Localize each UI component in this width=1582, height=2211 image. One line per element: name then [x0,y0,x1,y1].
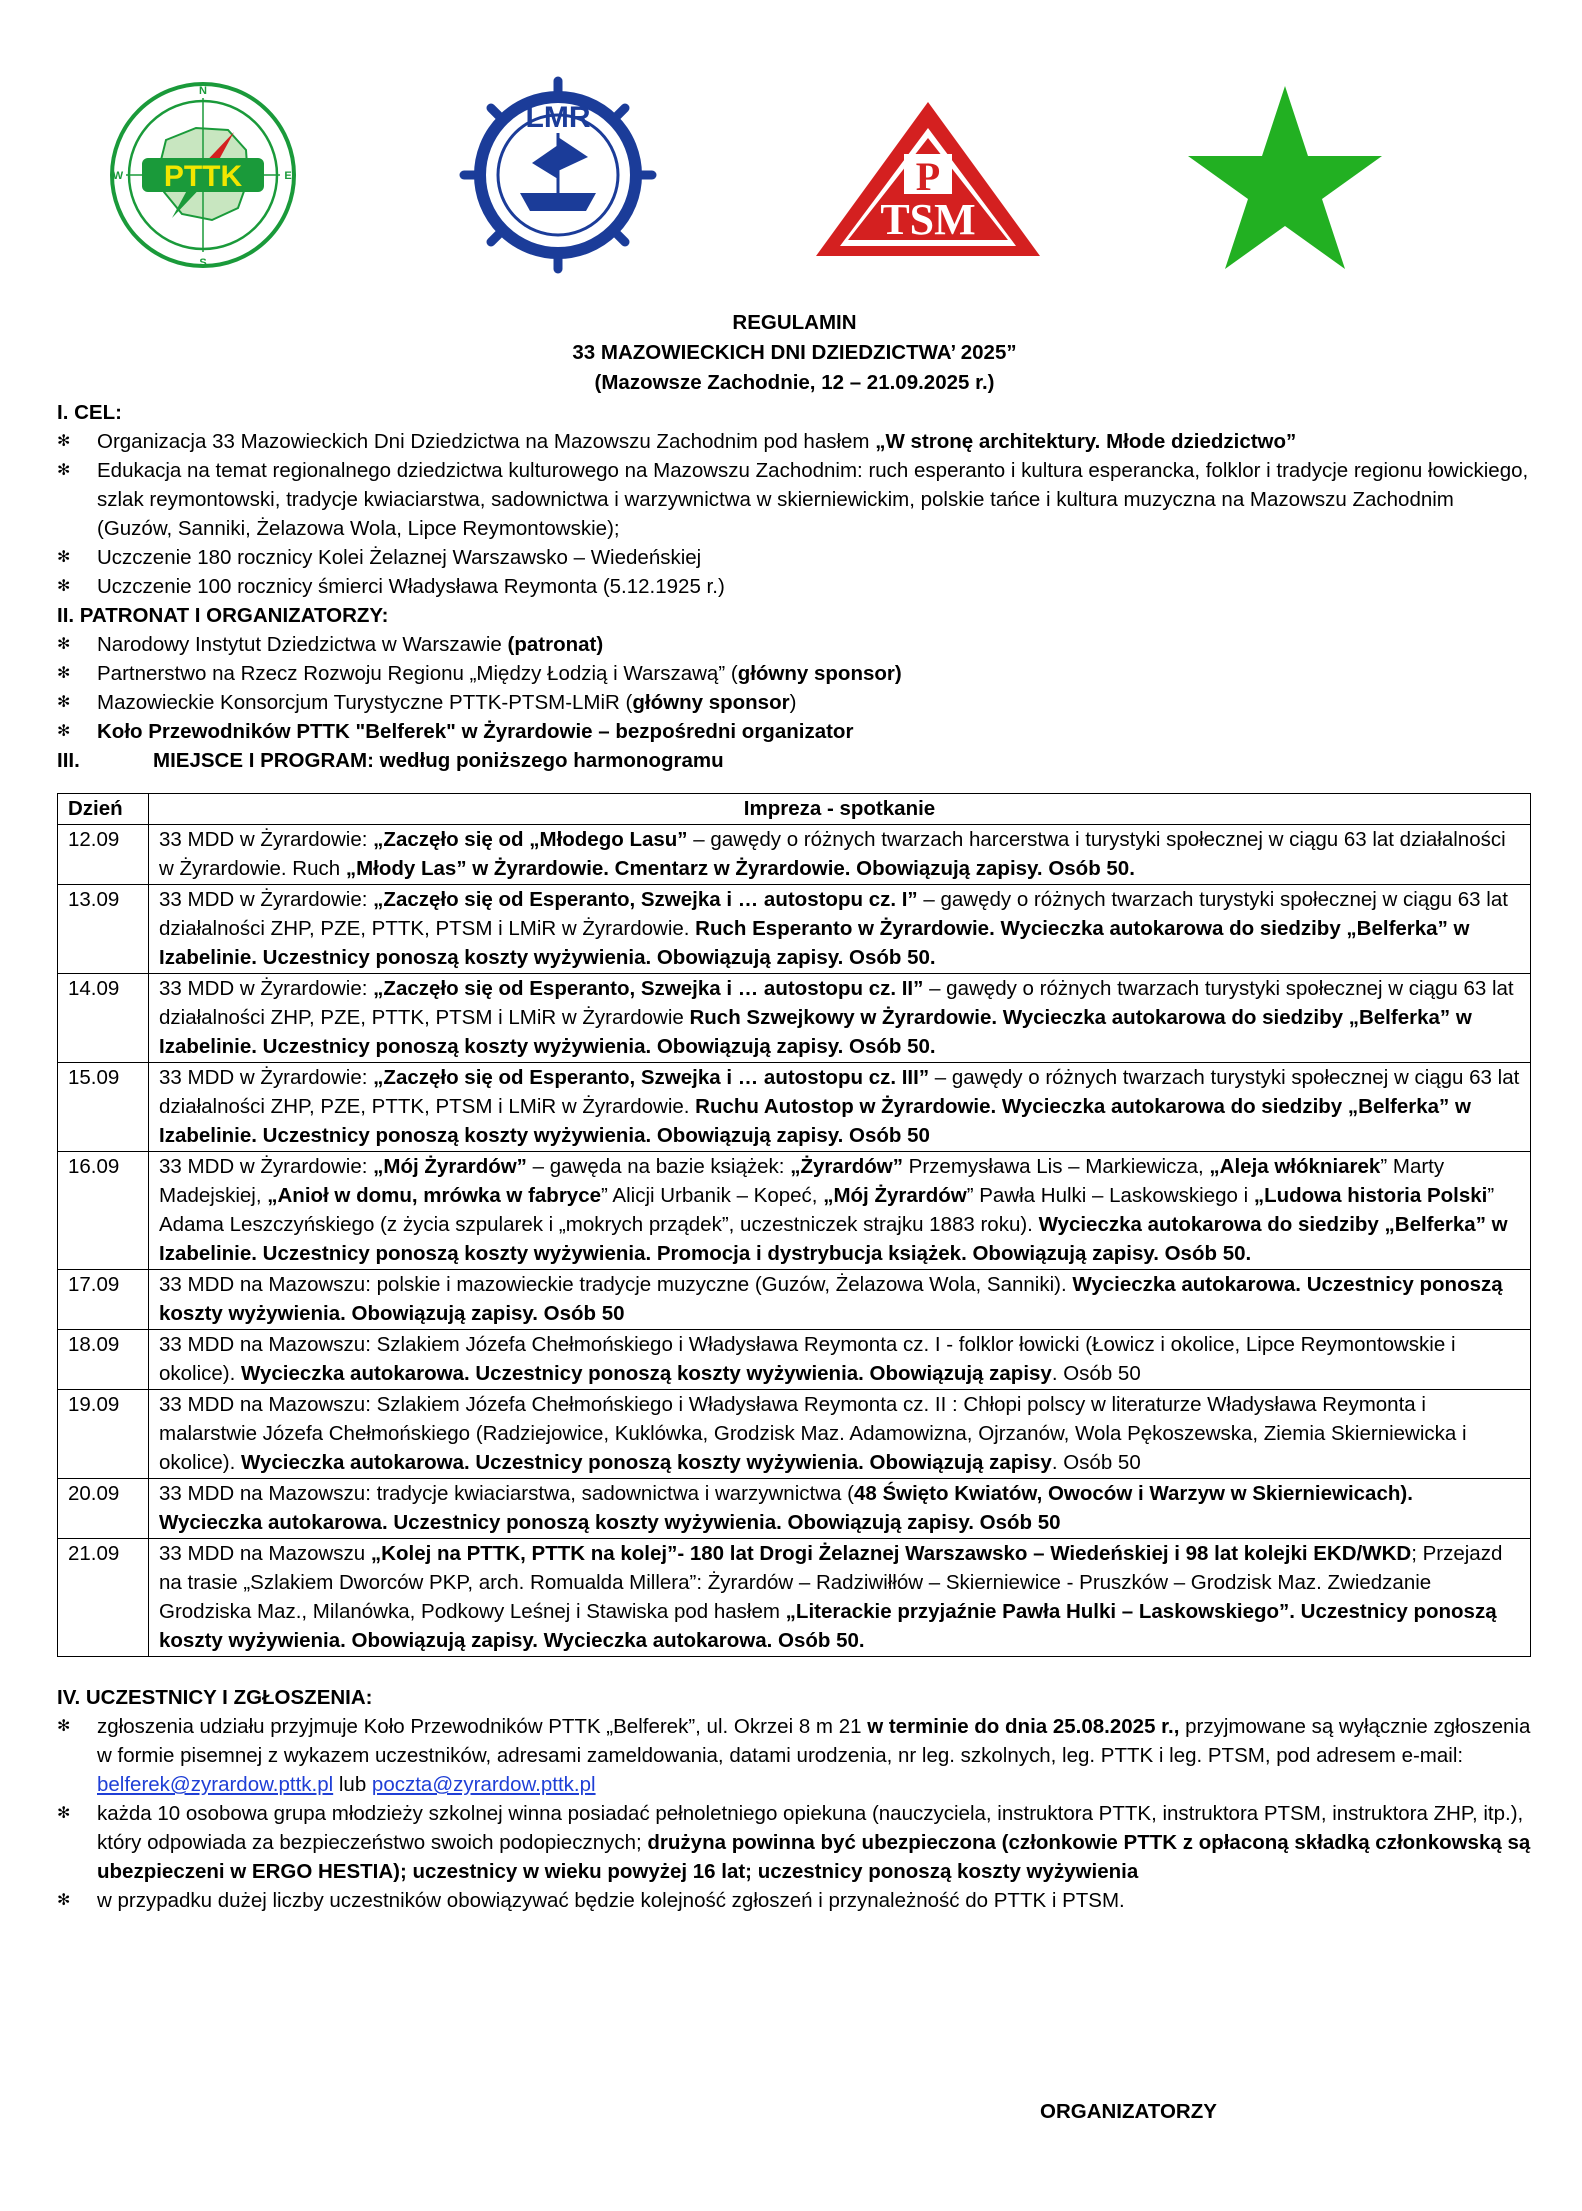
cell-text: . Osób 50 [1051,1362,1141,1385]
table-row [58,825,1531,885]
list-item [57,688,1532,717]
section-2-list [57,630,1532,746]
pttk-logo [108,80,298,270]
item-text: zgłoszenia udziału przyjmuje Koło Przewodników PTTK „Belferek”, ul. Okrzei 8 m 21 [97,1715,868,1738]
table-row [58,885,1531,974]
cell-text: ” Pawła Hulki – Laskowskiego i [966,1184,1254,1207]
compass-n: N [199,85,207,97]
item-text: Uczczenie 100 rocznicy śmierci Władysława Reymonta (5.12.1925 r.) [97,575,725,598]
item-bold: główny sponsor [632,691,790,714]
cell-text: 33 MDD na Mazowszu: tradycje kwiaciarstwa, sadownictwa i warzywnictwa ( [159,1482,854,1505]
cell-bold: „Żyrardów” [790,1155,903,1178]
bullet-icon: ✻ [57,549,71,566]
item-text: Narodowy Instytut Dziedzictwa w Warszawie [97,633,508,656]
cell-text: 33 MDD na Mazowszu: Szlakiem Józefa Chełmońskiego i Władysława Reymonta cz. I - folklor łowicki (Łowicz i okolice, Lipce Reymontowskie i okolice). [159,1333,1456,1385]
email-link-poczta[interactable]: poczta@zyrardow.pttk.pl [371,1773,596,1796]
item-bold: drużyna powinna być ubezpieczona (członkowie PTTK z opłaconą składką członkowską są ubezpieczeni w ERGO HESTIA); uczestnicy w wieku powyżej 16 lat; uczestnicy ponoszą koszty wyżywienia [97,1831,1531,1883]
day-cell: 21.09 [58,1539,149,1657]
day-cell: 17.09 [58,1270,149,1330]
day-cell: 15.09 [58,1063,149,1152]
document-body [57,308,1532,1915]
item-bold: główny sponsor) [737,662,902,685]
section-4-list [57,1712,1532,1915]
cell-bold: Ruch Esperanto w Żyrardowie. Wycieczka autokarowa do siedziby „Belferka” w Izabelinie. Uczestnicy ponoszą koszty wyżywienia. Obowiązują zapisy. Osób 50. [159,917,1470,969]
list-item [57,572,1532,601]
list-item [57,456,1532,543]
section-2-heading: II. PATRONAT I ORGANIZATORZY: [57,604,389,627]
section-3-heading [57,746,1532,775]
cell-bold: „Kolej na PTTK, PTTK na kolej”- 180 lat Drogi Żelaznej Warszawsko – Wiedeńskiej i 98 lat kolejki EKD/WKD [370,1542,1412,1565]
event-cell [149,1539,1531,1657]
cell-text: 33 MDD w Żyrardowie: [159,888,374,911]
title-line-1: REGULAMIN [732,311,857,334]
day-cell: 18.09 [58,1330,149,1390]
day-cell: 19.09 [58,1390,149,1479]
document-title [57,308,1532,398]
compass-e: E [284,170,292,182]
event-cell [149,1390,1531,1479]
item-text: Edukacja na temat regionalnego dziedzictwa kulturowego na Mazowszu Zachodnim: ruch esperanto i kultura esperancka, folklor i tradycje regionu łowickiego, szlak reymontowski, tradycje kwiaciarstwa, sadownictwa i warzywnictwa w skierniewickim, polskie tańce i kultura muzyczna na Mazowszu Zachodnim (Guzów, Sanniki, Żelazowa Wola, Lipce Reymontowskie); [97,459,1529,540]
cell-text: Przemysława Lis – Markiewicza, [902,1155,1210,1178]
schedule-table [57,793,1531,1657]
compass-s: S [199,257,207,269]
item-text: ) [789,691,797,714]
table-row [58,1539,1531,1657]
cell-text: ” Marty Madejskiej, [159,1155,1445,1207]
event-cell [149,1270,1531,1330]
section-3-title: MIEJSCE I PROGRAM: według poniższego harmonogramu [153,749,724,772]
list-item [57,427,1532,456]
cell-bold: 48 Święto Kwiatów, Owoców i Warzyw w Skierniewicach). Wycieczka autokarowa. Uczestnicy ponoszą koszty wyżywienia. Obowiązują zapisy. Osób 50 [159,1482,1413,1534]
cell-text: 33 MDD w Żyrardowie: [159,1066,374,1089]
ptsm-logo-text: TSM [880,195,976,244]
item-text: Mazowieckie Konsorcjum Turystyczne PTTK-PTSM-LMiR ( [97,691,633,714]
section-4-heading: IV. UCZESTNICY I ZGŁOSZENIA: [57,1686,373,1709]
item-text: Uczczenie 180 rocznicy Kolei Żelaznej Warszawsko – Wiedeńskiej [97,546,702,569]
bullet-icon: ✻ [57,433,71,450]
item-bold: „W stronę architektury. Młode dziedzictwo” [875,430,1297,453]
cell-bold: „Młody Las” w Żyrardowie. Cmentarz w Żyrardowie. Obowiązują zapisy. Osób 50. [345,857,1135,880]
list-item [57,1886,1532,1915]
bullet-icon: ✻ [57,1892,71,1909]
cell-text: – gawędy o różnych twarzach harcerstwa i turystyki społecznej w ciągu 63 lat działalności w Żyrardowie. Ruch [159,828,1506,880]
day-cell: 13.09 [58,885,149,974]
day-cell: 14.09 [58,974,149,1063]
cell-bold: „Aleja włókniarek [1209,1155,1381,1178]
item-bold: Koło Przewodników PTTK "Belferek" w Żyrardowie – bezpośredni organizator [97,720,854,743]
esperanto-star-icon [1185,82,1385,272]
day-cell: 12.09 [58,825,149,885]
cell-bold: „Zaczęło się od Esperanto, Szwejka i … autostopu cz. II” [373,977,924,1000]
event-cell [149,974,1531,1063]
logo-row [0,80,1582,280]
pttk-logo-text: PTTK [163,160,243,193]
cell-text: 33 MDD w Żyrardowie: [159,828,374,851]
cell-text: . Osób 50 [1051,1451,1141,1474]
cell-bold: Wycieczka autokarowa. Uczestnicy ponoszą koszty wyżywienia. Obowiązują zapisy [241,1362,1052,1385]
bullet-icon: ✻ [57,665,71,682]
section-1-list [57,427,1532,601]
bullet-icon: ✻ [57,578,71,595]
cell-text: 33 MDD w Żyrardowie: [159,977,374,1000]
day-cell: 20.09 [58,1479,149,1539]
cell-text: – gawędy o różnych twarzach turystyki społecznej w ciągu 63 lat działalności ZHP, PZE, PTTK, PTSM i LMiR w Żyrardowie. [159,1066,1520,1118]
title-line-2: 33 MAZOWIECKICH DNI DZIEDZICTWA’ 2025” [572,341,1017,364]
cell-bold: Ruch Szwejkowy w Żyrardowie. Wycieczka autokarowa do siedziby „Belferka” w Izabelinie. Uczestnicy ponoszą koszty wyżywienia. Obowiązują zapisy. Osób 50. [159,1006,1472,1058]
event-cell [149,1152,1531,1270]
cell-text: – gawęda na bazie książek: [526,1155,791,1178]
cell-bold: „Zaczęło się od Esperanto, Szwejka i … autostopu cz. I” [373,888,918,911]
cell-text: – gawędy o różnych twarzach turystyki społecznej w ciągu 63 lat działalności ZHP, PZE, PTTK, PTSM i LMiR w Żyrardowie. [159,888,1508,940]
cell-text: ; Przejazd na trasie „Szlakiem Dworców PKP, arch. Romualda Millera”: Żyrardów – Radziwiłłów – Skierniewice - Pruszków – Grodzisk Maz. Zwiedzanie Grodziska Maz., Milanówka, Podkowy Leśnej i Stawiska pod hasłem [159,1542,1503,1623]
event-cell [149,1479,1531,1539]
email-link-belferek[interactable]: belferek@zyrardow.pttk.pl [97,1773,334,1796]
cell-text: 33 MDD na Mazowszu [159,1542,371,1565]
lmr-logo [458,75,658,275]
item-bold: w terminie do dnia 25.08.2025 r., [867,1715,1180,1738]
item-text: każda 10 osobowa grupa młodzieży szkolnej winna posiadać pełnoletniego opiekuna (nauczyciela, instruktora PTTK, instruktora PTSM, instruktora ZHP, itp.), który odpowiada za bezpieczeństwo swoich podopiecznych; [97,1802,1524,1854]
title-line-3: (Mazowsze Zachodnie, 12 – 21.09.2025 r.) [594,371,995,394]
organizers-signature: ORGANIZATORZY [1040,2100,1217,2123]
cell-bold: Wycieczka autokarowa do siedziby „Belferka” w Izabelinie. Uczestnicy ponoszą koszty wyżywienia. Promocja i dystrybucja książek. Obowiązują zapisy. Osób 50. [159,1213,1508,1265]
event-cell [149,1063,1531,1152]
cell-bold: „Literackie przyjaźnie Pawła Hulki – Laskowskiego”. Uczestnicy ponoszą koszty wyżywienia. Obowiązują zapisy. Wycieczka autokarowa. Osób 50. [159,1600,1497,1652]
section-3-number: III. [57,749,80,772]
item-text: Partnerstwo na Rzecz Rozwoju Regionu „Między Łodzią i Warszawą” ( [97,662,738,685]
section-1-heading: I. CEL: [57,401,122,424]
table-row [58,1063,1531,1152]
item-text: lub [333,1773,372,1796]
cell-text: ” Alicji Urbanik – Kopeć, [601,1184,824,1207]
table-row [58,1330,1531,1390]
event-cell [149,825,1531,885]
ptsm-logo-p: P [915,154,941,199]
item-bold: (patronat) [507,633,604,656]
list-item [57,1712,1532,1799]
table-row [58,974,1531,1063]
ptsm-logo [812,98,1044,260]
cell-text: 33 MDD w Żyrardowie: [159,1155,374,1178]
event-cell [149,1330,1531,1390]
bullet-icon: ✻ [57,723,71,740]
cell-bold: Ruchu Autostop w Żyrardowie. Wycieczka autokarowa do siedziby „Belferka” w Izabelinie. Uczestnicy ponoszą koszty wyżywienia. Obowiązują zapisy. Osób 50 [159,1095,1471,1147]
compass-w: W [112,170,124,182]
table-header-row [58,794,1531,825]
cell-bold: „Mój Żyrardów” [373,1155,527,1178]
cell-bold: „Anioł w domu, mrówka w fabryce [267,1184,602,1207]
event-cell [149,885,1531,974]
table-row [58,1479,1531,1539]
cell-bold: „Zaczęło się od „Młodego Lasu” [373,828,688,851]
list-item [57,543,1532,572]
list-item [57,659,1532,688]
list-item [57,630,1532,659]
list-item [57,1799,1532,1886]
cell-bold: Wycieczka autokarowa. Uczestnicy ponoszą koszty wyżywienia. Obowiązują zapisy. Osób 50 [159,1273,1503,1325]
table-row [58,1390,1531,1479]
item-text: w przypadku dużej liczby uczestników obowiązywać będzie kolejność zgłoszeń i przynależność do PTTK i PTSM. [97,1889,1125,1912]
item-text: Organizacja 33 Mazowieckich Dni Dziedzictwa na Mazowszu Zachodnim pod hasłem [97,430,876,453]
bullet-icon: ✻ [57,636,71,653]
cell-bold: „Mój Żyrardów [823,1184,967,1207]
cell-text: 33 MDD na Mazowszu: Szlakiem Józefa Chełmońskiego i Władysława Reymonta cz. II : Chłopi polscy w literaturze Władysława Reymonta i malarstwie Józefa Chełmońskiego (Radziejowice, Kuklówka, Grodzisk Maz. Adamowizna, Ojrzanów, Wola Pękoszewska, Ziemia Skierniewicka i okolice). [159,1393,1467,1474]
column-header-day: Dzień [58,794,149,825]
column-header-event: Impreza - spotkanie [149,794,1531,825]
bullet-icon: ✻ [57,1718,71,1735]
bullet-icon: ✻ [57,462,71,479]
cell-text: – gawędy o różnych twarzach turystyki społecznej w ciągu 63 lat działalności ZHP, PZE, PTTK, PTSM i LMiR w Żyrardowie [159,977,1514,1029]
lmr-logo-text: LMR [525,101,591,134]
item-text: przyjmowane są wyłącznie zgłoszenia w formie pisemnej z wykazem uczestników, adresami zameldowania, datami urodzenia, nr leg. szkolnych, leg. PTTK i leg. PTSM, pod adresem e-mail: [97,1715,1531,1767]
cell-text: 33 MDD na Mazowszu: polskie i mazowieckie tradycje muzyczne (Guzów, Żelazowa Wola, Sanniki). [159,1273,1073,1296]
day-cell: 16.09 [58,1152,149,1270]
table-row [58,1152,1531,1270]
bullet-icon: ✻ [57,694,71,711]
list-item [57,717,1532,746]
table-row [58,1270,1531,1330]
cell-bold: „Zaczęło się od Esperanto, Szwejka i … autostopu cz. III” [373,1066,930,1089]
bullet-icon: ✻ [57,1805,71,1822]
cell-bold: Wycieczka autokarowa. Uczestnicy ponoszą koszty wyżywienia. Obowiązują zapisy [241,1451,1052,1474]
cell-bold: „Ludowa historia Polski [1253,1184,1488,1207]
cell-text: ” Adama Leszczyńskiego (z życia szpularek i „mokrych prządek”, uczestniczek strajku 1883 roku). [159,1184,1495,1236]
